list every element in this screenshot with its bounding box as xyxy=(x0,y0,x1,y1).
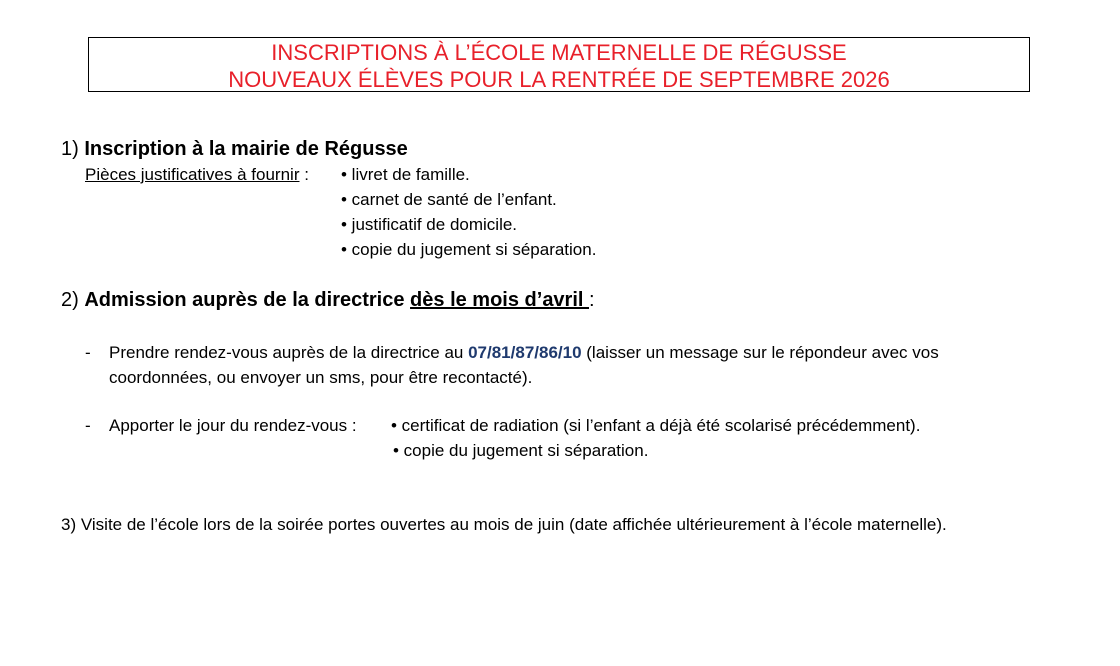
documents-label: Pièces justificatives à fournir xyxy=(85,165,300,184)
list-item: • livret de famille. xyxy=(341,165,470,184)
section-2-number: 2) xyxy=(61,289,79,311)
section-1-title: Inscription à la mairie de Régusse xyxy=(84,138,408,160)
section-3-text: Visite de l’école lors de la soirée portes ouvertes au mois de juin (date affichée ultérieurement à l’école maternelle). xyxy=(80,515,947,534)
section-1-list xyxy=(341,164,596,261)
section-2-heading xyxy=(61,288,595,312)
section-3 xyxy=(61,514,947,536)
section-2-title-date: dès le mois d’avril xyxy=(410,289,590,311)
bullet-1-text-before: Prendre rendez-vous auprès de la directrice au xyxy=(109,343,469,362)
list-item: • copie du jugement si séparation. xyxy=(341,240,597,259)
bullet-2-label: Apporter le jour du rendez-vous : xyxy=(109,416,357,435)
section-1-number: 1) xyxy=(61,138,79,160)
section-2-title-suffix: : xyxy=(589,289,595,311)
section-1-heading xyxy=(61,137,408,161)
list-item: • carnet de santé de l’enfant. xyxy=(341,190,557,209)
bullet-2-dash: - xyxy=(85,416,91,435)
title-line-2: NOUVEAUX ÉLÈVES POUR LA RENTRÉE DE SEPTEMBRE 2026 xyxy=(228,67,890,92)
section-2-title: Admission auprès de la directrice xyxy=(84,289,411,311)
list-item: • copie du jugement si séparation. xyxy=(393,441,649,460)
bullet-1-text xyxy=(109,342,939,389)
section-1-label-row xyxy=(85,164,309,186)
list-item: • certificat de radiation (si l’enfant a déjà été scolarisé précédemment). xyxy=(391,416,921,435)
phone-number: 07/81/87/86/10 xyxy=(468,343,582,362)
bullet-1-line-1 xyxy=(109,342,939,364)
bullet-1-line-2: coordonnées, ou envoyer un sms, pour être recontacté). xyxy=(109,368,533,387)
section-3-number: 3) xyxy=(61,515,77,534)
title-line-1: INSCRIPTIONS À L’ÉCOLE MATERNELLE DE RÉGUSSE xyxy=(271,40,847,65)
documents-label-suffix: : xyxy=(299,165,309,184)
title-box xyxy=(88,37,1030,92)
bullet-1-text-after: (laisser un message sur le répondeur avec vos xyxy=(581,343,939,362)
bullet-2-list xyxy=(391,415,920,462)
list-item: • justificatif de domicile. xyxy=(341,215,518,234)
bullet-1-dash: - xyxy=(85,343,91,362)
